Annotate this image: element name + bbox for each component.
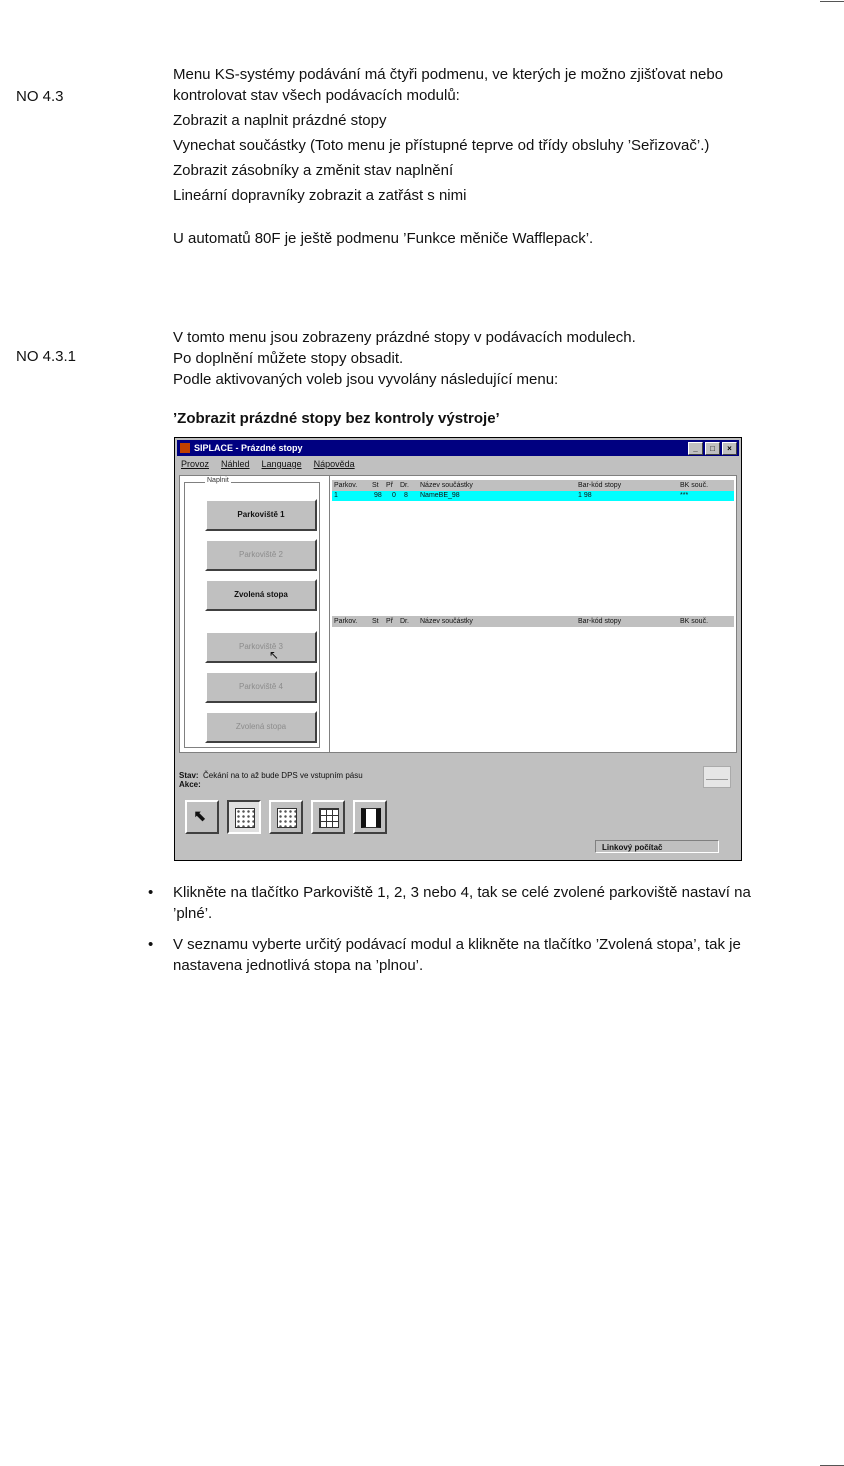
menu-napoveda[interactable]: Nápověda bbox=[313, 459, 355, 469]
status-label: Stav: bbox=[179, 771, 199, 780]
statusbar-panel: Linkový počítač bbox=[595, 840, 719, 853]
col-header: Dr. bbox=[400, 618, 409, 625]
pointer-view-button[interactable] bbox=[185, 800, 219, 834]
instruction-list bbox=[173, 882, 753, 986]
module-view-button[interactable] bbox=[269, 800, 303, 834]
grid-view-button[interactable] bbox=[311, 800, 345, 834]
conveyor-icon bbox=[361, 808, 381, 828]
col-header: Př bbox=[386, 482, 393, 489]
col-header: Dr. bbox=[400, 482, 409, 489]
section-text-no-4-3-1 bbox=[173, 327, 773, 390]
maximize-icon[interactable]: □ bbox=[705, 442, 720, 455]
figure-caption: ’Zobrazit prázdné stopy bez kontroly výstroje’ bbox=[173, 410, 500, 427]
parking-1-button[interactable]: Parkoviště 1 bbox=[205, 499, 317, 531]
col-header: Název součástky bbox=[420, 618, 473, 625]
list-header bbox=[332, 480, 734, 491]
selected-track-button[interactable]: Zvolená stopa bbox=[205, 579, 317, 611]
paragraph: V tomto menu jsou zobrazeny prázdné stopy v podávacích modulech. bbox=[173, 329, 636, 346]
cell: 0 bbox=[392, 492, 396, 499]
modules-icon bbox=[277, 808, 297, 828]
fill-group-box bbox=[184, 477, 320, 748]
page-edge-mark-top bbox=[820, 1, 844, 2]
mail-icon bbox=[703, 766, 731, 788]
list-item: • V seznamu vyberte určitý podávací modul a klikněte na tlačítko ’Zvolená stopa’, tak je nastavena jednotlivá stopa na ’plnou’. bbox=[173, 934, 753, 976]
list-view-button[interactable] bbox=[227, 800, 261, 834]
menu-provoz[interactable]: Provoz bbox=[181, 459, 210, 469]
list-item: • Klikněte na tlačítko Parkoviště 1, 2, 3 nebo 4, tak se celé zvolené parkoviště nastaví na ’plné’. bbox=[173, 882, 753, 924]
cell: 98 bbox=[374, 492, 382, 499]
empty-tracks-list-top[interactable] bbox=[332, 480, 734, 606]
pointer-icon: ⬉ bbox=[193, 808, 207, 825]
cell: NameBE_98 bbox=[420, 492, 460, 499]
parking-3-button[interactable]: Parkoviště 3 bbox=[205, 631, 317, 663]
close-icon[interactable]: × bbox=[722, 442, 737, 455]
table-row-selected[interactable] bbox=[332, 491, 734, 501]
list-header bbox=[332, 616, 734, 627]
col-header: St bbox=[372, 482, 379, 489]
paragraph: Menu KS-systémy podávání má čtyři podmenu, ve kterých je možno zjišťovat nebo kontrolovat stav všech podávacích modulů: bbox=[173, 66, 724, 104]
paragraph: Lineární dopravníky zobrazit a zatřást s nimi bbox=[173, 187, 467, 204]
window-client-area bbox=[179, 475, 737, 753]
menu-bar bbox=[181, 459, 355, 469]
col-header: Parkov. bbox=[334, 482, 358, 489]
mouse-pointer-icon: ↖ bbox=[269, 648, 280, 662]
paragraph: Po doplnění můžete stopy obsadit. bbox=[173, 350, 404, 367]
paragraph: Podle aktivovaných voleb jsou vyvolány následující menu: bbox=[173, 371, 559, 388]
section-label-no-4-3: NO 4.3 bbox=[16, 88, 64, 105]
cell: 1 bbox=[334, 492, 338, 499]
col-header: BK souč. bbox=[680, 618, 709, 625]
section-label-no-4-3-1: NO 4.3.1 bbox=[16, 348, 77, 365]
group-label: Naplnit bbox=[207, 477, 229, 484]
selected-track-button-2[interactable]: Zvolená stopa bbox=[205, 711, 317, 743]
col-header: Bar-kód stopy bbox=[578, 618, 622, 625]
section-text-no-4-3 bbox=[173, 64, 773, 249]
col-header: Bar-kód stopy bbox=[578, 482, 622, 489]
col-header: Název součástky bbox=[420, 482, 473, 489]
cell: 8 bbox=[404, 492, 408, 499]
action-label: Akce: bbox=[179, 780, 201, 789]
empty-tracks-list-bottom[interactable] bbox=[332, 616, 734, 750]
menu-language[interactable]: Language bbox=[261, 459, 302, 469]
parking-4-button[interactable]: Parkoviště 4 bbox=[205, 671, 317, 703]
paragraph: Zobrazit a naplnit prázdné stopy bbox=[173, 112, 387, 129]
panel-divider bbox=[329, 476, 330, 752]
paragraph: U automatů 80F je ještě podmenu ’Funkce měniče Wafflepack’. bbox=[173, 230, 594, 247]
paragraph: Zobrazit zásobníky a změnit stav naplnění bbox=[173, 162, 454, 179]
conveyor-view-button[interactable] bbox=[353, 800, 387, 834]
menu-nahled[interactable]: Náhled bbox=[221, 459, 250, 469]
list-icon bbox=[235, 808, 255, 828]
status-area bbox=[179, 771, 363, 789]
status-text: Čekání na to až bude DPS ve vstupním pásu bbox=[203, 771, 363, 780]
col-header: BK souč. bbox=[680, 482, 709, 489]
window-title: SIPLACE - Prázdné stopy bbox=[194, 443, 303, 453]
grid-icon bbox=[319, 808, 339, 828]
col-header: St bbox=[372, 618, 379, 625]
cell: *** bbox=[680, 492, 689, 499]
parking-2-button[interactable]: Parkoviště 2 bbox=[205, 539, 317, 571]
app-window-screenshot bbox=[174, 437, 742, 861]
app-icon bbox=[180, 443, 190, 453]
view-toolbar bbox=[185, 800, 387, 834]
cell: 1 98 bbox=[578, 492, 592, 499]
window-titlebar bbox=[177, 440, 739, 456]
minimize-icon[interactable]: _ bbox=[688, 442, 703, 455]
col-header: Parkov. bbox=[334, 618, 358, 625]
col-header: Př bbox=[386, 618, 393, 625]
paragraph: Vynechat součástky (Toto menu je přístupné teprve od třídy obsluhy ’Seřizovač’.) bbox=[173, 137, 710, 154]
